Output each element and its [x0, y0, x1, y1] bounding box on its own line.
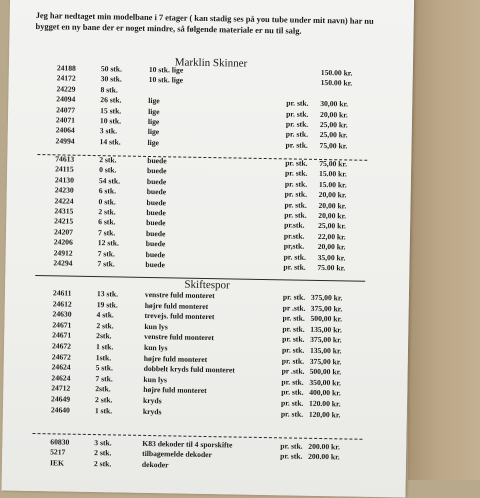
item-number: 24130: [54, 175, 74, 185]
item-price: 25,00 kr.: [318, 221, 347, 231]
item-quantity: 13 stk.: [96, 289, 119, 299]
item-number: IEK: [49, 458, 65, 468]
item-price: 375,00 kr.: [309, 356, 342, 366]
item-number: 24630: [52, 309, 72, 319]
item-description: højre fuld monteret: [143, 385, 207, 396]
item-unit: pr. stk.: [280, 441, 303, 451]
item-unit: pr. stk.: [280, 398, 304, 408]
item-quantity: 2 stk.: [96, 320, 114, 331]
item-description: lige: [148, 106, 160, 116]
item-number: 24624: [51, 373, 71, 383]
item-price: 25,00 kr.: [319, 130, 348, 140]
section-title-marklin: Marklin Skinner: [174, 56, 248, 70]
item-number: 24206: [53, 237, 73, 247]
item-price: 200.00 kr.: [308, 441, 340, 452]
item-unit: pr. stk.: [281, 387, 304, 398]
item-quantity: 7 stk.: [97, 248, 116, 259]
item-quantity: 2 stk.: [95, 395, 113, 405]
item-quantity: 2stk.: [96, 331, 112, 341]
item-description: buede: [147, 166, 167, 176]
item-description: 10 stk. lige: [148, 64, 184, 75]
item-description: tilbagemelde dekoder: [142, 449, 213, 460]
item-unit: pr. stk.: [283, 251, 307, 262]
item-quantity: 3 stk.: [94, 438, 112, 448]
item-unit: pr.stk.: [284, 220, 305, 231]
item-description: buede: [145, 249, 166, 259]
item-unit: pr. stk.: [284, 179, 308, 189]
item-number: 24077: [56, 104, 76, 115]
item-quantity: 12 stk.: [97, 238, 120, 248]
item-price: 400,00 kr.: [309, 388, 341, 398]
item-number: 24672: [51, 351, 71, 362]
item-price: 120,00 kr.: [308, 409, 341, 419]
item-description: kryds: [142, 406, 162, 416]
item-description: dekoder: [141, 459, 169, 470]
item-quantity: 2 stk.: [94, 448, 112, 458]
item-unit: pr. stk.: [284, 189, 308, 199]
item-price: 75.00 kr.: [317, 262, 346, 273]
item-quantity: 19 stk.: [96, 299, 118, 310]
item-quantity: 3 stk.: [99, 126, 118, 136]
item-quantity: 1stk.: [95, 352, 112, 362]
item-unit: pr. stk.: [285, 119, 309, 129]
item-unit: pr. stk.: [284, 199, 307, 210]
item-number: 5217: [50, 447, 66, 457]
item-quantity: 2 stk.: [93, 458, 112, 469]
item-unit: pr. stk.: [281, 377, 304, 387]
item-unit: pr. stk.: [284, 168, 308, 179]
section-title-skiftespor: Skiftespor: [184, 278, 230, 292]
item-price: 20,00 kr.: [318, 200, 347, 211]
item-description: dobbelt kryds fuld monteret: [143, 364, 235, 375]
item-number: 24172: [56, 73, 76, 84]
item-description: buede: [147, 155, 167, 166]
item-description: buede: [145, 259, 165, 270]
item-number: 24230: [54, 185, 74, 195]
item-number: 24315: [54, 206, 74, 216]
item-description: buede: [145, 239, 166, 249]
item-description: buede: [145, 228, 166, 239]
intro-paragraph: Jeg har nedtaget min modelbane i 7 etager ( kan stadig ses på you tube under mit navn) har nu bygget en ny bane der er noget mindre, så følgende materiale er nu til salg.: [35, 10, 374, 36]
item-number: 24624: [51, 362, 71, 372]
item-number: 24671: [52, 330, 72, 341]
item-unit: pr. stk.: [282, 334, 305, 345]
item-unit: pr.stk.: [283, 231, 305, 241]
item-unit: pr .stk.: [282, 302, 306, 313]
item-quantity: 1 stk.: [94, 405, 113, 415]
item-quantity: 7 stk.: [95, 373, 113, 384]
item-description: kun lys: [144, 321, 168, 332]
item-quantity: 0 stk.: [99, 165, 117, 175]
item-number: 24671: [52, 320, 72, 330]
item-quantity: 8 stk.: [100, 84, 118, 95]
item-number: 24115: [55, 164, 74, 175]
item-quantity: 1 stk.: [95, 342, 114, 352]
item-number: 24640: [50, 404, 70, 415]
item-number: 24224: [54, 195, 74, 206]
item-number: 24994: [55, 136, 75, 146]
item-price: 15.00 kr.: [318, 169, 347, 179]
item-price: 35,00 kr.: [317, 252, 346, 263]
item-price: 20,00 kr.: [320, 109, 348, 120]
item-number: 24294: [53, 258, 73, 268]
item-number: 24672: [51, 341, 72, 351]
item-quantity: 2 stk.: [98, 207, 116, 217]
item-description: kun lys: [143, 342, 168, 353]
item-quantity: 0 stk.: [98, 196, 116, 207]
item-price: 20,00 kr.: [318, 210, 347, 221]
item-description: lige: [147, 116, 160, 127]
item-unit: pr. stk.: [281, 355, 305, 366]
item-description: højre fuld monteret: [144, 300, 209, 311]
item-number: 24712: [51, 383, 71, 394]
item-quantity: 6 stk.: [98, 186, 117, 196]
item-number: 24912: [53, 247, 73, 258]
item-unit: pr. stk.: [285, 129, 309, 140]
price-list-document: [1, 0, 414, 498]
item-quantity: 50 stk.: [100, 64, 123, 74]
item-price: 200.00 kr.: [308, 452, 340, 462]
item-price: 120.00 kr.: [308, 398, 341, 409]
item-number: 74613: [55, 154, 75, 164]
item-unit: pr,stk.: [283, 241, 305, 251]
item-quantity: 54 stk.: [98, 175, 121, 186]
item-quantity: 15 stk.: [100, 105, 122, 116]
item-quantity: 7 stk.: [97, 227, 116, 238]
item-description: buede: [146, 187, 167, 197]
item-price: 375,00 kr.: [310, 292, 343, 303]
item-price: 20,00 kr.: [318, 190, 347, 200]
item-price: 135,00 kr.: [309, 345, 342, 356]
item-description: venstre fuld monteret: [144, 332, 215, 343]
item-number: 60830: [50, 437, 70, 447]
item-description: buede: [146, 207, 166, 218]
item-price: 30,00 kr.: [320, 99, 349, 109]
item-quantity: 5 stk.: [95, 363, 114, 373]
item-price: 500,00 kr.: [309, 367, 342, 377]
item-unit: pr. stk.: [286, 108, 309, 119]
item-price: 375,00 kr.: [310, 303, 343, 313]
item-unit: pr. stk.: [283, 262, 306, 272]
item-price: 150.00 kr.: [320, 67, 353, 78]
item-price: 22,00 kr.: [317, 231, 346, 242]
item-number: 24064: [55, 125, 75, 136]
item-description: lige: [147, 127, 160, 137]
item-price: 75,00 kr.: [319, 158, 348, 169]
item-unit: pr. stk.: [282, 292, 306, 302]
item-quantity: 10 stk.: [99, 116, 122, 126]
item-unit: pr. stk.: [286, 98, 309, 108]
item-description: buede: [146, 197, 167, 207]
item-number: 24229: [56, 84, 76, 94]
item-quantity: 4 stk.: [96, 310, 114, 320]
item-unit: pr. stk.: [282, 313, 305, 323]
item-unit: pr .stk.: [281, 366, 305, 376]
item-quantity: 2 stk.: [99, 155, 117, 165]
item-description: trevejs. fuld monteret: [144, 311, 215, 322]
item-description: højre fuld monteret: [143, 353, 208, 364]
item-number: 24612: [52, 298, 72, 309]
item-description: lige: [147, 137, 160, 147]
item-number: 24188: [56, 63, 76, 73]
item-description: buede: [146, 176, 167, 187]
item-quantity: 26 stk.: [100, 95, 122, 105]
item-unit: pr. stk.: [285, 140, 308, 150]
item-price: 135,00 kr.: [310, 324, 343, 335]
item-price: 15.00 kr.: [318, 179, 347, 190]
item-price: 75,00 kr.: [319, 140, 348, 151]
item-description: K83 dekoder til 4 sporskifte: [142, 438, 233, 450]
item-number: 24611: [52, 288, 72, 298]
item-unit: pr. stk.: [280, 408, 304, 419]
item-unit: pr. stk.: [280, 451, 303, 462]
item-number: 24071: [55, 115, 76, 125]
item-price: 350,00 kr.: [309, 377, 342, 388]
item-description: 10 stk. lige: [148, 75, 184, 85]
item-unit: pr. stk.: [284, 210, 307, 220]
item-description: kryds: [143, 395, 162, 406]
item-price: 375,00 kr.: [310, 335, 342, 345]
item-number: 24207: [53, 227, 74, 237]
item-description: buede: [146, 218, 166, 228]
item-description: venstre fuld monteret: [144, 289, 215, 301]
item-price: 150.00 kr.: [320, 78, 353, 88]
item-price: 500,00 kr.: [310, 314, 343, 324]
item-quantity: 6 stk.: [98, 217, 116, 227]
item-quantity: 7 stk.: [97, 259, 115, 269]
item-unit: pr. stk.: [285, 158, 308, 168]
item-number: 24094: [56, 94, 76, 104]
item-quantity: 30 stk.: [100, 74, 122, 84]
item-unit: pr. stk.: [281, 345, 305, 355]
item-number: 24649: [51, 394, 71, 404]
table-surface: [408, 0, 480, 480]
item-price: 20,00 kr.: [317, 242, 346, 252]
item-quantity: 14 stk.: [99, 136, 121, 147]
item-number: 24215: [54, 216, 74, 227]
item-description: kun lys: [143, 374, 167, 385]
item-quantity: 2stk.: [95, 384, 111, 394]
item-description: lige: [148, 96, 160, 106]
item-unit: pr. stk.: [282, 324, 305, 334]
item-price: 25,00 kr.: [319, 119, 348, 130]
